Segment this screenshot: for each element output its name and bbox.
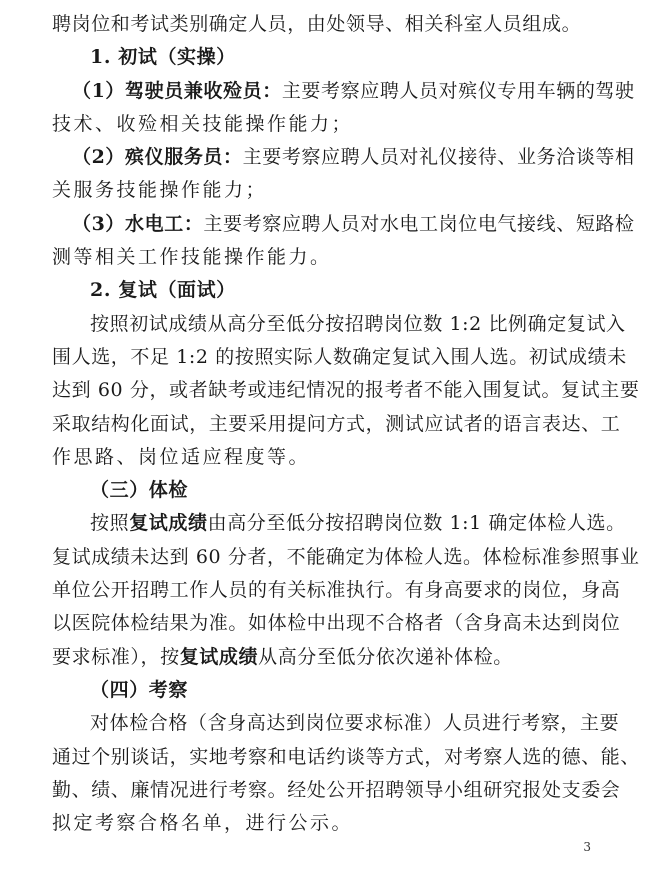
bold-text-segment: （四）考察: [90, 678, 189, 701]
text-line: [52, 607, 621, 640]
text-segment: 主要考察应聘人员对水电工岗位电气接线、短路检: [203, 212, 635, 235]
text-segment: 复试成绩未达到 60 分者，不能确定为体检人选。体检标准参照事业: [52, 545, 640, 568]
text-segment: 聘岗位和考试类别确定人员，由处领导、相关科室人员组成。: [52, 13, 582, 35]
text-line: [52, 108, 600, 141]
text-line: [52, 507, 626, 540]
text-line: [52, 774, 621, 807]
text-segment: 要求标准），按: [52, 645, 180, 668]
bold-text-segment: （1）驾驶员兼收殓员：: [72, 79, 282, 102]
text-segment: 作思路、岗位适应程度等。: [52, 445, 311, 468]
text-segment: 按照: [90, 512, 130, 535]
text-segment: 关服务技能操作能力；: [52, 179, 268, 202]
text-line: [52, 174, 600, 207]
text-line: [52, 707, 620, 740]
text-segment: 对体检合格（含身高达到岗位要求标准）人员进行考察，主要: [90, 712, 620, 735]
text-line: [52, 308, 626, 341]
text-line: [52, 274, 600, 307]
text-segment: 通过个别谈话，实地考察和电话约谈等方式，对考察人选的德、能、: [52, 745, 641, 768]
text-line: [52, 208, 635, 241]
text-segment: 勤、绩、廉情况进行考察。经处公开招聘领导小组研究报处支委会: [52, 778, 621, 801]
text-segment: 技术、收殓相关技能操作能力；: [52, 112, 354, 135]
text-line: [52, 574, 621, 607]
text-segment: 拟定考察合格名单，进行公示。: [52, 812, 354, 835]
text-line: [52, 8, 600, 41]
text-segment: 由高分至低分按招聘岗位数 1:1 确定体检人选。: [207, 512, 626, 535]
text-line: [52, 341, 627, 374]
text-line: [52, 408, 621, 441]
text-segment: 按照初试成绩从高分至低分按招聘岗位数 1:2 比例确定复试入: [90, 312, 626, 335]
text-line: [52, 474, 600, 507]
bold-text-segment: 1. 初试（实操）: [90, 46, 236, 69]
bold-text-segment: （三）体检: [90, 479, 189, 502]
text-line: [52, 441, 600, 474]
text-line: [52, 674, 600, 707]
text-line: [52, 641, 600, 674]
text-segment: 主要考察应聘人员对殡仪专用车辆的驾驶: [281, 79, 635, 102]
bold-text-segment: （3）水电工：: [72, 212, 204, 235]
page-number: 3: [583, 840, 591, 854]
bold-text-segment: 复试成绩: [179, 645, 259, 668]
text-line: [52, 75, 635, 108]
text-line: [52, 241, 600, 274]
text-line: [52, 374, 640, 407]
text-line: [52, 741, 641, 774]
text-segment: 主要考察应聘人员对礼仪接待、业务洽谈等相: [242, 146, 635, 169]
text-segment: 以医院体检结果为准。如体检中出现不合格者（含身高未达到岗位: [52, 612, 621, 635]
bold-text-segment: 2. 复试（面试）: [90, 279, 236, 302]
bold-text-segment: （2）殡仪服务员：: [72, 146, 243, 169]
bold-text-segment: 复试成绩: [129, 512, 208, 535]
text-segment: 测等相关工作技能操作能力。: [52, 246, 332, 269]
text-line: [52, 541, 640, 574]
text-segment: 围人选，不足 1:2 的按照实际人数确定复试入围人选。初试成绩未: [52, 345, 627, 368]
document-body: [52, 8, 641, 840]
text-segment: 达到 60 分，或者缺考或违纪情况的报考者不能入围复试。复试主要: [52, 379, 640, 402]
text-segment: 采取结构化面试，主要采用提问方式，测试应试者的语言表达、工: [52, 412, 621, 435]
text-line: [52, 807, 600, 840]
text-line: [52, 141, 635, 174]
text-segment: 从高分至低分依次递补体检。: [258, 645, 513, 668]
text-segment: 单位公开招聘工作人员的有关标准执行。有身高要求的岗位，身高: [52, 579, 621, 602]
text-line: [52, 41, 600, 74]
